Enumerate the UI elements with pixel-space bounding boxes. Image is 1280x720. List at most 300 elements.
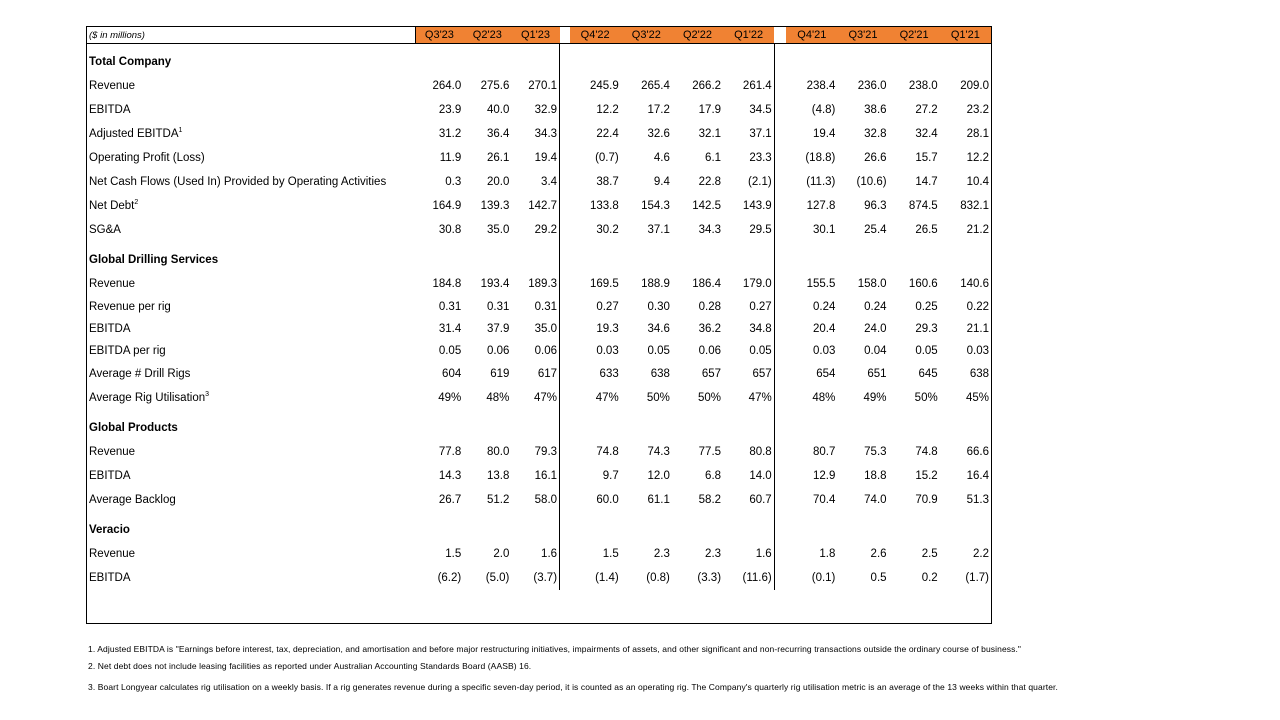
empty-cell: [672, 44, 723, 74]
row-label: Revenue: [89, 79, 136, 92]
value-cell: 34.8: [749, 322, 772, 335]
value-cell: 0.03: [596, 344, 619, 357]
row-label: Net Cash Flows (Used In) Provided by Operating Activities: [89, 175, 387, 188]
value-cell: 619: [490, 367, 510, 380]
column-header: Q2'23: [463, 27, 511, 44]
empty-cell: [837, 410, 888, 440]
value-cell: 874.5: [908, 199, 938, 212]
table-row: [87, 488, 991, 512]
column-header: Q3'23: [415, 27, 463, 44]
value-cell: 2.2: [973, 547, 989, 560]
empty-cell: [837, 512, 888, 542]
value-cell: (2.1): [748, 175, 772, 188]
value-cell: 17.9: [698, 103, 722, 116]
value-cell: 0.03: [813, 344, 836, 357]
empty-cell: [511, 242, 559, 272]
empty-cell: [570, 410, 621, 440]
value-cell: 19.4: [813, 127, 836, 140]
value-cell: (0.8): [646, 571, 670, 584]
value-cell: 22.8: [698, 175, 722, 188]
value-cell: 35.0: [487, 223, 510, 236]
column-gap: [560, 512, 570, 542]
value-cell: (0.7): [595, 151, 619, 164]
value-cell: 77.8: [438, 445, 462, 458]
column-gap: [560, 122, 570, 146]
value-cell: 36.2: [698, 322, 722, 335]
value-cell: 1.6: [755, 547, 772, 560]
row-label-cell: [87, 542, 415, 566]
column-gap: [560, 464, 570, 488]
column-gap: [560, 566, 570, 590]
column-gap: [560, 296, 570, 318]
column-header: Q2'22: [672, 27, 723, 44]
empty-cell: [786, 44, 837, 74]
value-cell: 34.3: [534, 127, 558, 140]
value-cell: 51.3: [966, 493, 989, 506]
table-row: [87, 296, 991, 318]
value-cell: (3.7): [533, 571, 558, 584]
column-gap: [560, 340, 570, 362]
value-cell: 9.7: [602, 469, 619, 482]
value-cell: (0.1): [811, 571, 836, 584]
row-label-cell: [87, 74, 415, 98]
row-label: Revenue: [89, 277, 136, 290]
column-header: Q4'22: [570, 27, 621, 44]
row-label: Average Backlog: [89, 493, 176, 506]
footnote-marker: 1: [178, 126, 183, 134]
value-cell: 0.05: [647, 344, 670, 357]
table-row: [87, 318, 991, 340]
column-gap: [560, 146, 570, 170]
empty-cell: [786, 512, 837, 542]
value-cell: 35.0: [534, 322, 558, 335]
table-row: [87, 272, 991, 296]
column-gap: [560, 318, 570, 340]
column-gap: [774, 98, 786, 122]
empty-cell: [723, 512, 774, 542]
value-cell: 29.5: [749, 223, 772, 236]
empty-cell: [415, 242, 463, 272]
financial-table-frame: [86, 26, 992, 624]
value-cell: 26.1: [487, 151, 510, 164]
column-gap: [560, 194, 570, 218]
row-label: EBITDA: [89, 571, 131, 584]
empty-cell: [511, 410, 559, 440]
column-header: Q1'21: [940, 27, 991, 44]
value-cell: (11.3): [806, 175, 836, 188]
value-cell: 60.0: [596, 493, 619, 506]
row-label: Net Debt: [89, 199, 135, 212]
column-gap: [774, 318, 786, 340]
value-cell: 48%: [812, 391, 836, 404]
empty-cell: [940, 512, 991, 542]
table-row: [87, 566, 991, 590]
table-row: [87, 386, 991, 410]
value-cell: 49%: [438, 391, 462, 404]
value-cell: 23.9: [438, 103, 462, 116]
value-cell: 29.2: [534, 223, 558, 236]
row-label: Average # Drill Rigs: [89, 367, 191, 380]
empty-cell: [570, 512, 621, 542]
value-cell: 127.8: [806, 199, 836, 212]
value-cell: 0.27: [596, 300, 619, 313]
column-gap: [560, 440, 570, 464]
value-cell: 11.9: [439, 151, 462, 164]
column-gap: [560, 242, 570, 272]
section-header-row: [87, 512, 991, 542]
value-cell: 30.2: [596, 223, 619, 236]
value-cell: 0.25: [915, 300, 938, 313]
empty-cell: [511, 512, 559, 542]
value-cell: 0.31: [534, 300, 558, 313]
value-cell: 651: [867, 367, 887, 380]
row-label: SG&A: [89, 223, 121, 236]
column-gap: [774, 566, 786, 590]
value-cell: 154.3: [641, 199, 670, 212]
value-cell: 74.0: [864, 493, 887, 506]
row-label: EBITDA: [89, 469, 131, 482]
value-cell: 657: [701, 367, 722, 380]
value-cell: 40.0: [487, 103, 510, 116]
value-cell: 633: [599, 367, 619, 380]
empty-cell: [463, 44, 511, 74]
value-cell: 29.3: [915, 322, 938, 335]
table-row: [87, 542, 991, 566]
value-cell: 2.6: [870, 547, 887, 560]
column-gap: [774, 122, 786, 146]
value-cell: 32.1: [698, 127, 722, 140]
value-cell: 2.3: [653, 547, 670, 560]
value-cell: (11.6): [742, 571, 772, 584]
column-gap: [560, 170, 570, 194]
value-cell: 32.4: [915, 127, 938, 140]
value-cell: 0.05: [438, 344, 462, 357]
column-header: Q4'21: [786, 27, 837, 44]
units-label: ($ in millions): [87, 27, 415, 44]
value-cell: 50%: [646, 391, 670, 404]
footnote-marker: 2: [134, 198, 139, 206]
value-cell: (4.8): [811, 103, 836, 116]
column-gap: [774, 296, 786, 318]
row-label-cell: [87, 170, 415, 194]
table-body: [87, 44, 991, 590]
column-header: Q2'21: [889, 27, 940, 44]
empty-cell: [889, 44, 940, 74]
value-cell: 264.0: [432, 79, 462, 92]
column-gap: [774, 242, 786, 272]
value-cell: 32.6: [647, 127, 670, 140]
column-header: Q1'22: [723, 27, 774, 44]
value-cell: 26.7: [438, 493, 462, 506]
empty-cell: [837, 242, 888, 272]
value-cell: 49%: [863, 391, 887, 404]
value-cell: 70.4: [813, 493, 836, 506]
table-row: [87, 362, 991, 386]
table-row: [87, 340, 991, 362]
table-row: [87, 170, 991, 194]
value-cell: 638: [650, 367, 670, 380]
value-cell: (3.3): [697, 571, 722, 584]
value-cell: 80.8: [749, 445, 772, 458]
value-cell: 26.5: [915, 223, 938, 236]
value-cell: 20.4: [813, 322, 836, 335]
column-header: Q1'23: [511, 27, 559, 44]
value-cell: 0.27: [749, 300, 772, 313]
value-cell: 21.1: [966, 322, 989, 335]
row-label: Revenue: [89, 547, 136, 560]
row-label-cell: [87, 122, 415, 146]
value-cell: 2.5: [921, 547, 938, 560]
value-cell: 160.6: [908, 277, 938, 290]
value-cell: 266.2: [692, 79, 722, 92]
footnote-3: 3. Boart Longyear calculates rig utilisation on a weekly basis. If a rig generates revenue during a specific seven-day period, it is counted as an operating rig. The Company's quarterly rig utilisation metric is an average of the 13 weeks within that quarter.: [88, 682, 1058, 692]
empty-cell: [415, 410, 463, 440]
row-label-cell: [87, 440, 415, 464]
value-cell: 15.2: [915, 469, 938, 482]
value-cell: 143.9: [742, 199, 772, 212]
row-label: Adjusted EBITDA: [89, 127, 179, 140]
value-cell: 0.28: [698, 300, 722, 313]
table-row: [87, 464, 991, 488]
value-cell: 58.2: [698, 493, 722, 506]
value-cell: 10.4: [966, 175, 989, 188]
value-cell: 0.05: [915, 344, 938, 357]
value-cell: 140.6: [960, 277, 989, 290]
column-gap: [560, 488, 570, 512]
column-gap: [560, 272, 570, 296]
row-label-cell: [87, 296, 415, 318]
row-label-cell: [87, 464, 415, 488]
value-cell: 0.31: [487, 300, 510, 313]
value-cell: 20.0: [487, 175, 510, 188]
value-cell: 1.5: [602, 547, 619, 560]
value-cell: 133.8: [589, 199, 619, 212]
footnote-2: 2. Net debt does not include leasing facilities as reported under Australian Accounting Standards Board (AASB) 16.: [88, 661, 532, 671]
value-cell: 0.04: [864, 344, 887, 357]
column-header: Q3'21: [837, 27, 888, 44]
value-cell: 188.9: [641, 277, 670, 290]
empty-cell: [672, 512, 723, 542]
value-cell: 12.2: [966, 151, 989, 164]
table-row: [87, 194, 991, 218]
value-cell: 12.2: [596, 103, 619, 116]
value-cell: 19.4: [534, 151, 558, 164]
value-cell: 265.4: [641, 79, 670, 92]
value-cell: 24.0: [864, 322, 887, 335]
footnote-1: 1. Adjusted EBITDA is "Earnings before interest, tax, depreciation, and amortisation and before major restructuring initiatives, impairments of assets, and other significant and non-recurring transactions outside the ordinary course of business.": [88, 644, 1022, 654]
value-cell: 37.1: [647, 223, 670, 236]
value-cell: 2.3: [705, 547, 722, 560]
value-cell: 832.1: [960, 199, 989, 212]
section-title: Total Company: [89, 55, 172, 68]
section-title: Veracio: [89, 523, 130, 536]
empty-cell: [723, 242, 774, 272]
value-cell: 38.6: [864, 103, 887, 116]
column-header: Q3'22: [621, 27, 672, 44]
value-cell: 60.7: [749, 493, 772, 506]
row-label: EBITDA per rig: [89, 344, 166, 357]
empty-cell: [889, 410, 940, 440]
value-cell: 238.4: [806, 79, 836, 92]
column-gap: [560, 44, 570, 74]
value-cell: 6.8: [705, 469, 722, 482]
empty-cell: [940, 44, 991, 74]
column-gap: [774, 512, 786, 542]
value-cell: 245.9: [589, 79, 619, 92]
empty-cell: [415, 512, 463, 542]
value-cell: 164.9: [432, 199, 462, 212]
value-cell: 38.7: [596, 175, 619, 188]
value-cell: 638: [969, 367, 989, 380]
value-cell: 32.9: [534, 103, 558, 116]
column-gap: [774, 218, 786, 242]
value-cell: 0.06: [487, 344, 510, 357]
value-cell: (10.6): [856, 175, 887, 188]
section-header-row: [87, 44, 991, 74]
value-cell: 2.0: [493, 547, 510, 560]
value-cell: 3.4: [541, 175, 558, 188]
value-cell: 179.0: [742, 277, 772, 290]
value-cell: 77.5: [698, 445, 722, 458]
column-gap: [774, 27, 786, 44]
column-gap: [774, 194, 786, 218]
column-gap: [774, 542, 786, 566]
value-cell: 0.06: [698, 344, 722, 357]
row-label-cell: [87, 340, 415, 362]
value-cell: 30.8: [438, 223, 462, 236]
value-cell: 142.7: [528, 199, 558, 212]
column-gap: [560, 362, 570, 386]
value-cell: 16.4: [966, 469, 989, 482]
value-cell: 80.0: [487, 445, 510, 458]
value-cell: 14.0: [749, 469, 772, 482]
empty-cell: [570, 242, 621, 272]
value-cell: 37.9: [487, 322, 510, 335]
row-label-cell: [87, 98, 415, 122]
empty-cell: [621, 44, 672, 74]
empty-cell: [463, 410, 511, 440]
empty-cell: [940, 242, 991, 272]
value-cell: (6.2): [437, 571, 462, 584]
value-cell: 0.05: [749, 344, 772, 357]
value-cell: 18.8: [864, 469, 887, 482]
column-gap: [774, 44, 786, 74]
value-cell: 30.1: [813, 223, 836, 236]
value-cell: 34.6: [647, 322, 670, 335]
value-cell: 23.2: [966, 103, 989, 116]
value-cell: 47%: [748, 391, 772, 404]
value-cell: 61.1: [647, 493, 670, 506]
table-row: [87, 122, 991, 146]
empty-cell: [723, 410, 774, 440]
empty-cell: [511, 44, 559, 74]
value-cell: 0.22: [966, 300, 989, 313]
value-cell: 193.4: [480, 277, 510, 290]
value-cell: 36.4: [487, 127, 510, 140]
value-cell: (18.8): [805, 151, 836, 164]
column-gap: [774, 170, 786, 194]
value-cell: 75.3: [864, 445, 887, 458]
value-cell: 48%: [486, 391, 510, 404]
value-cell: 31.4: [438, 322, 462, 335]
value-cell: 142.5: [692, 199, 722, 212]
value-cell: 9.4: [653, 175, 670, 188]
value-cell: 21.2: [966, 223, 989, 236]
column-gap: [774, 146, 786, 170]
column-gap: [560, 386, 570, 410]
column-gap: [560, 410, 570, 440]
empty-cell: [940, 410, 991, 440]
value-cell: 37.1: [749, 127, 772, 140]
value-cell: 155.5: [806, 277, 836, 290]
table-row: [87, 440, 991, 464]
empty-cell: [570, 44, 621, 74]
value-cell: 23.3: [749, 151, 772, 164]
empty-cell: [621, 512, 672, 542]
column-header-row: [87, 27, 991, 44]
column-gap: [774, 464, 786, 488]
value-cell: 0.5: [870, 571, 887, 584]
empty-cell: [837, 44, 888, 74]
value-cell: 74.3: [647, 445, 670, 458]
value-cell: 26.6: [864, 151, 887, 164]
value-cell: 17.2: [647, 103, 670, 116]
value-cell: 654: [816, 367, 836, 380]
value-cell: 13.8: [487, 469, 510, 482]
table-row: [87, 74, 991, 98]
value-cell: 50%: [914, 391, 938, 404]
value-cell: 270.1: [528, 79, 558, 92]
value-cell: (1.4): [595, 571, 619, 584]
value-cell: 12.9: [813, 469, 836, 482]
value-cell: 6.1: [705, 151, 722, 164]
value-cell: (5.0): [485, 571, 510, 584]
financial-summary-table: [87, 27, 991, 590]
row-label-cell: [87, 362, 415, 386]
column-gap: [560, 27, 570, 44]
value-cell: 209.0: [960, 79, 989, 92]
value-cell: 96.3: [864, 199, 887, 212]
value-cell: 158.0: [857, 277, 887, 290]
row-label-cell: [87, 146, 415, 170]
empty-cell: [621, 242, 672, 272]
value-cell: 238.0: [908, 79, 938, 92]
value-cell: 0.30: [647, 300, 670, 313]
value-cell: 79.3: [534, 445, 558, 458]
empty-cell: [672, 242, 723, 272]
value-cell: 12.0: [647, 469, 670, 482]
value-cell: 51.2: [487, 493, 510, 506]
value-cell: 32.8: [864, 127, 887, 140]
column-gap: [774, 362, 786, 386]
value-cell: 4.6: [653, 151, 670, 164]
value-cell: 34.5: [749, 103, 772, 116]
value-cell: 189.3: [528, 277, 558, 290]
row-label-cell: [87, 488, 415, 512]
row-label-cell: [87, 318, 415, 340]
empty-cell: [463, 242, 511, 272]
empty-cell: [415, 44, 463, 74]
value-cell: 74.8: [915, 445, 938, 458]
value-cell: 50%: [698, 391, 722, 404]
value-cell: 0.31: [438, 300, 462, 313]
value-cell: 1.6: [541, 547, 558, 560]
value-cell: 275.6: [480, 79, 510, 92]
empty-cell: [723, 44, 774, 74]
value-cell: 139.3: [480, 199, 510, 212]
value-cell: 169.5: [589, 277, 619, 290]
value-cell: 19.3: [596, 322, 619, 335]
